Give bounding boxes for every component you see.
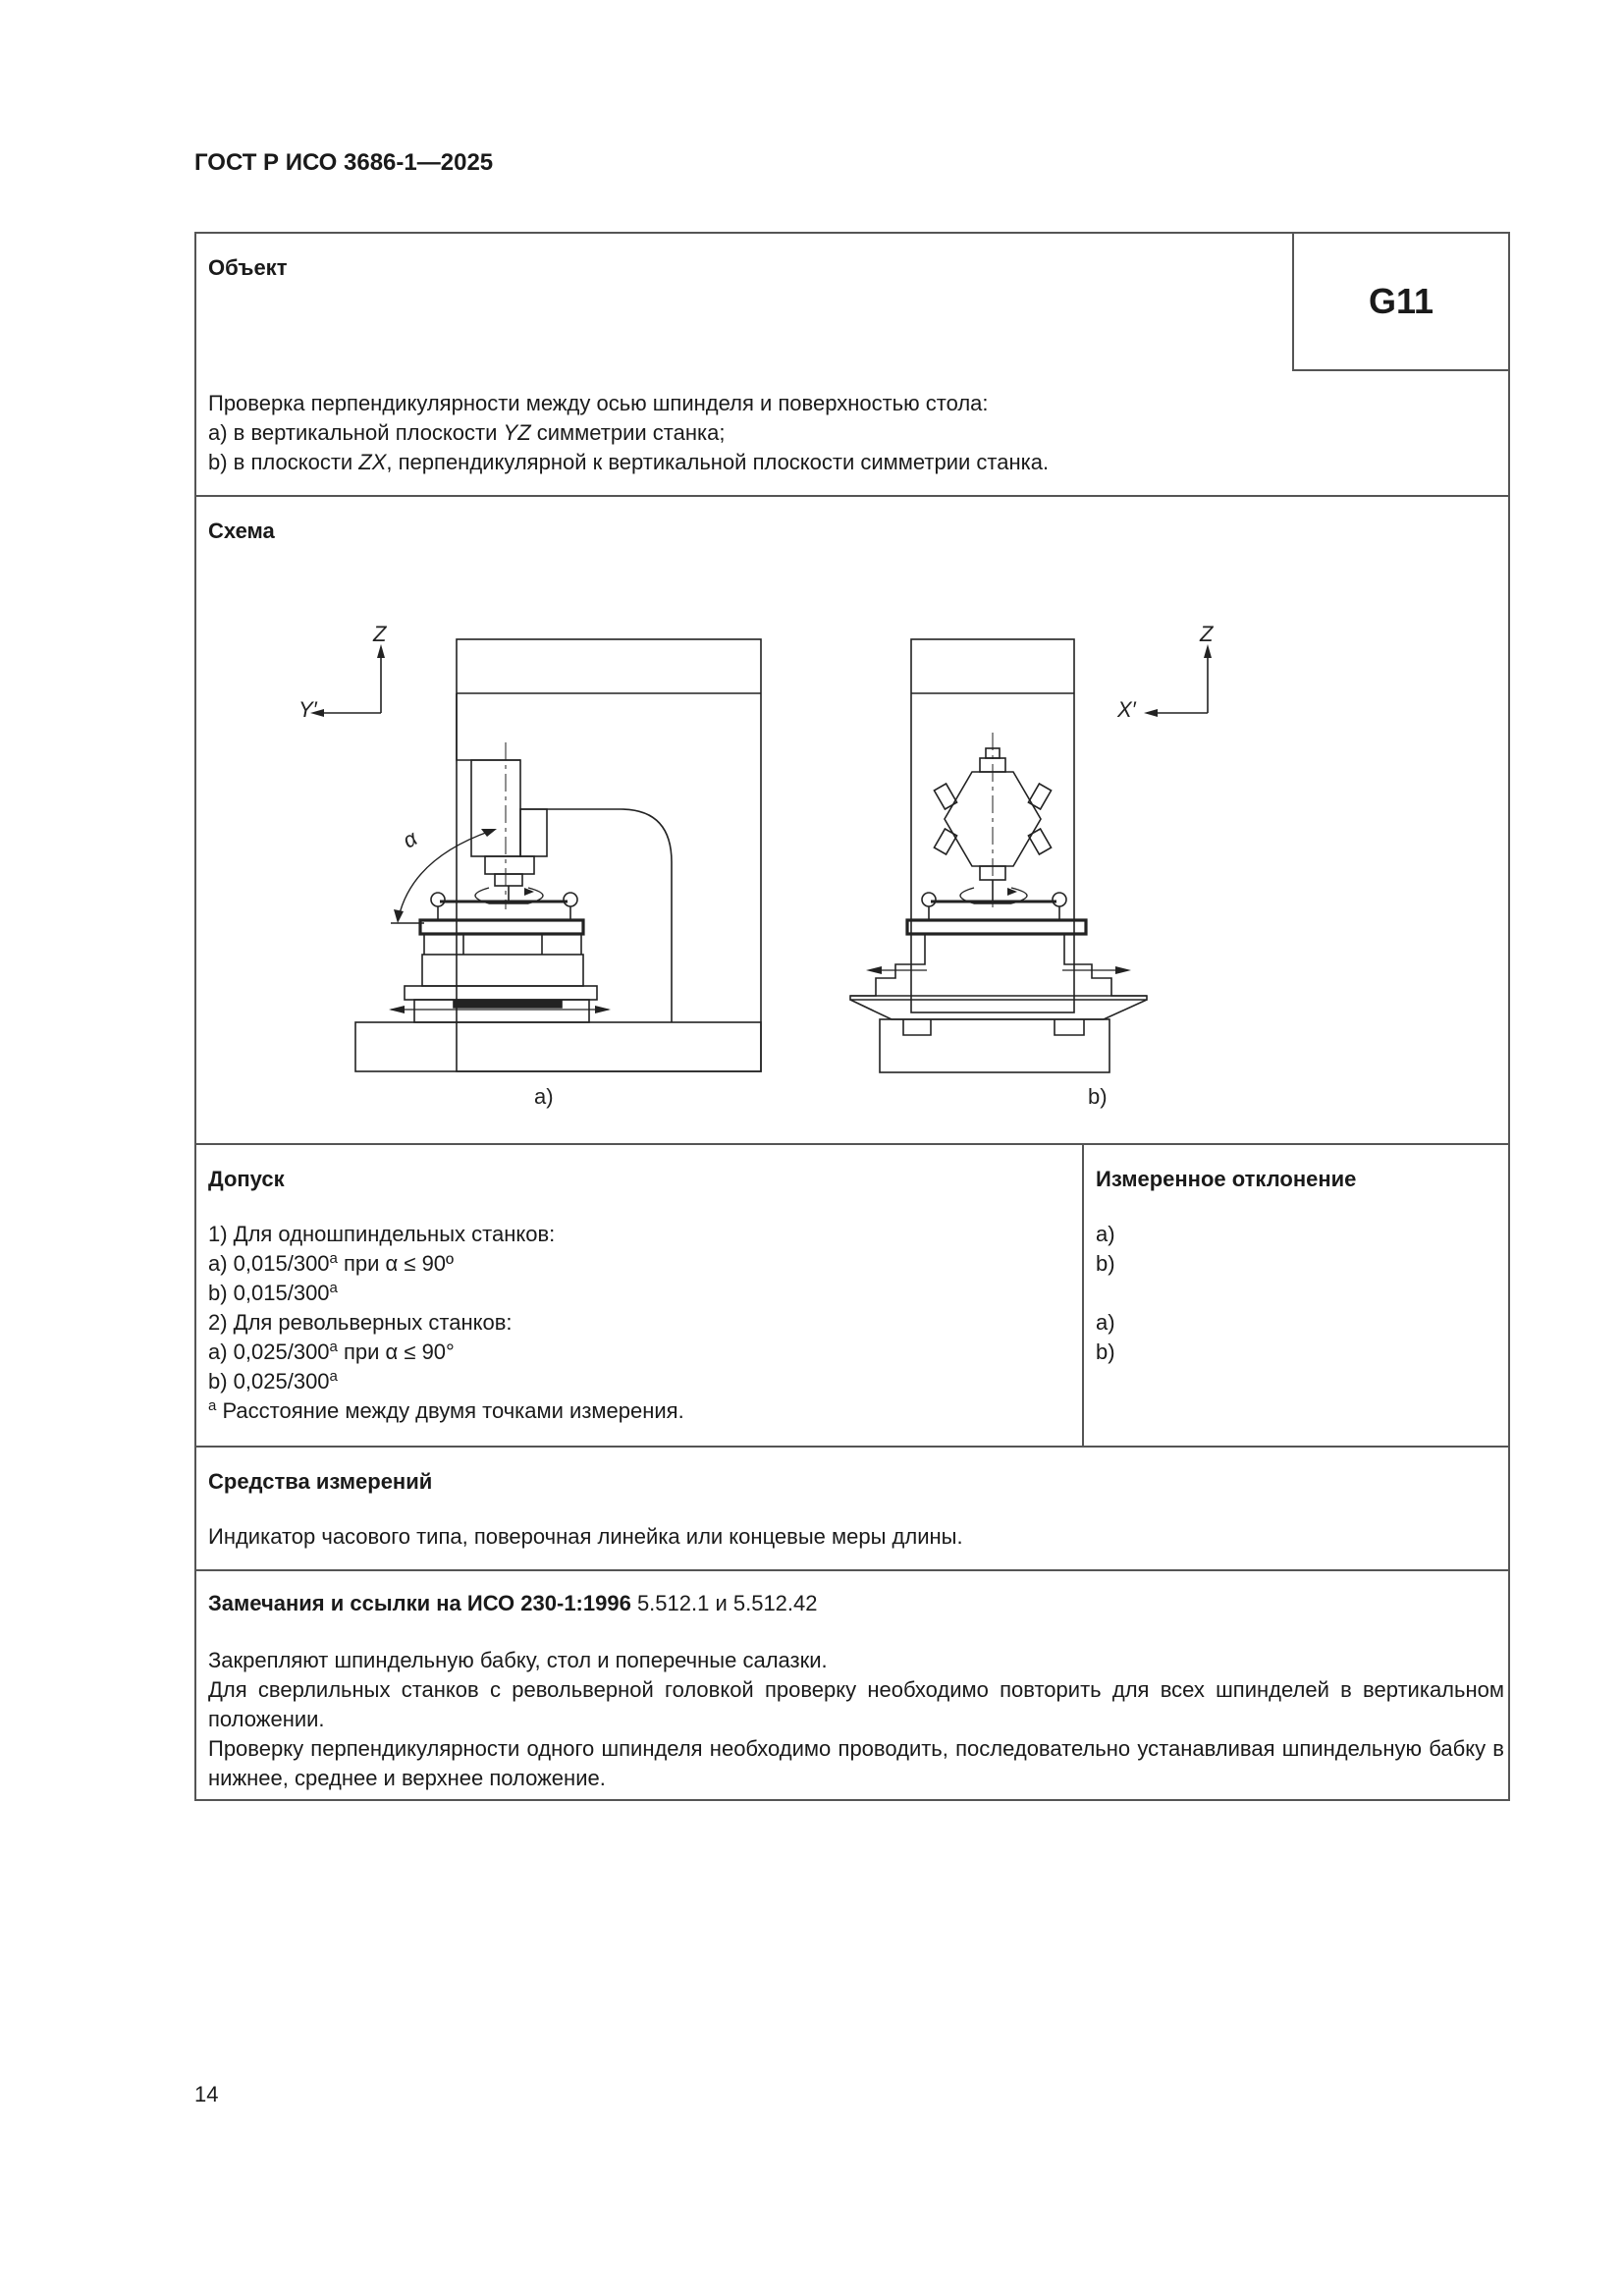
tolerance-label: Допуск bbox=[208, 1167, 285, 1191]
tolerance-list: 1) Для одношпиндельных станков: a) 0,015/300$^a$ при α ≤ 90º b) 0,015/300$^a$ 2) Для револьверных станков: a) 0,025/300$^a$ при α ≤ 90° b) 0,025/300$^a$ $^a$ Расстояние между двумя точками измерения. bbox=[208, 1220, 684, 1426]
standard-title: ГОСТ Р ИСО 3686-1—2025 bbox=[194, 149, 494, 176]
scheme-diagram bbox=[196, 497, 1508, 1141]
scheme-section bbox=[196, 497, 1508, 1145]
object-description: Проверка перпендикулярности между осью шпинделя и поверхностью стола: a) в вертикальной плоскости YZ симметрии станка; b) в плоскости ZX, перпендикулярной к вертикальной плоскости симметрии станка. bbox=[208, 391, 1050, 474]
page-number: 14 bbox=[194, 2082, 219, 2106]
measured-label: Измеренное отклонение bbox=[1096, 1167, 1357, 1191]
axis-z-label-a: Z bbox=[373, 622, 387, 646]
test-id-box bbox=[1292, 234, 1508, 371]
object-label: Объект bbox=[208, 255, 288, 280]
measured-list: a) b) a) b) bbox=[1096, 1222, 1115, 1364]
tolerance-footnote: $^a$ Расстояние между двумя точками измерения. bbox=[208, 1397, 684, 1423]
axis-z-label-b: Z bbox=[1200, 622, 1214, 646]
remarks-text: Закрепляют шпиндельную бабку, стол и поперечные салазки. Для сверлильных станков с револьверной головкой проверку необходимо повторить для всех шпинделей в вертикальном положении. Проверку перпендикулярности одного шпинделя необходимо проводить, последовательно устанавливая шпиндельную бабку в нижнее, среднее и верхнее положение. bbox=[208, 1648, 1504, 1790]
caption-a: a) bbox=[534, 1084, 554, 1109]
remarks-heading: Замечания и ссылки на ИСО 230-1:1996 5.512.1 и 5.512.42 bbox=[208, 1591, 818, 1615]
test-sheet bbox=[194, 232, 1510, 1801]
test-id: G11 bbox=[1368, 281, 1434, 321]
column-divider bbox=[1082, 1145, 1084, 1446]
tolerance-section bbox=[196, 1145, 1508, 1448]
axis-y-label-a: Y′ bbox=[298, 697, 317, 722]
instruments-label: Средства измерений bbox=[208, 1469, 433, 1494]
figure-a bbox=[310, 639, 761, 1071]
remarks-section bbox=[196, 1571, 1508, 1799]
instruments-text: Индикатор часового типа, поверочная линейка или концевые меры длины. bbox=[208, 1524, 963, 1549]
object-section bbox=[196, 234, 1508, 497]
instruments-section bbox=[196, 1448, 1508, 1571]
scheme-label: Схема bbox=[208, 519, 275, 543]
figure-b bbox=[850, 639, 1212, 1072]
caption-b: b) bbox=[1088, 1084, 1108, 1109]
axis-x-label-b: X′ bbox=[1117, 697, 1136, 722]
alpha-label: α bbox=[398, 825, 422, 853]
